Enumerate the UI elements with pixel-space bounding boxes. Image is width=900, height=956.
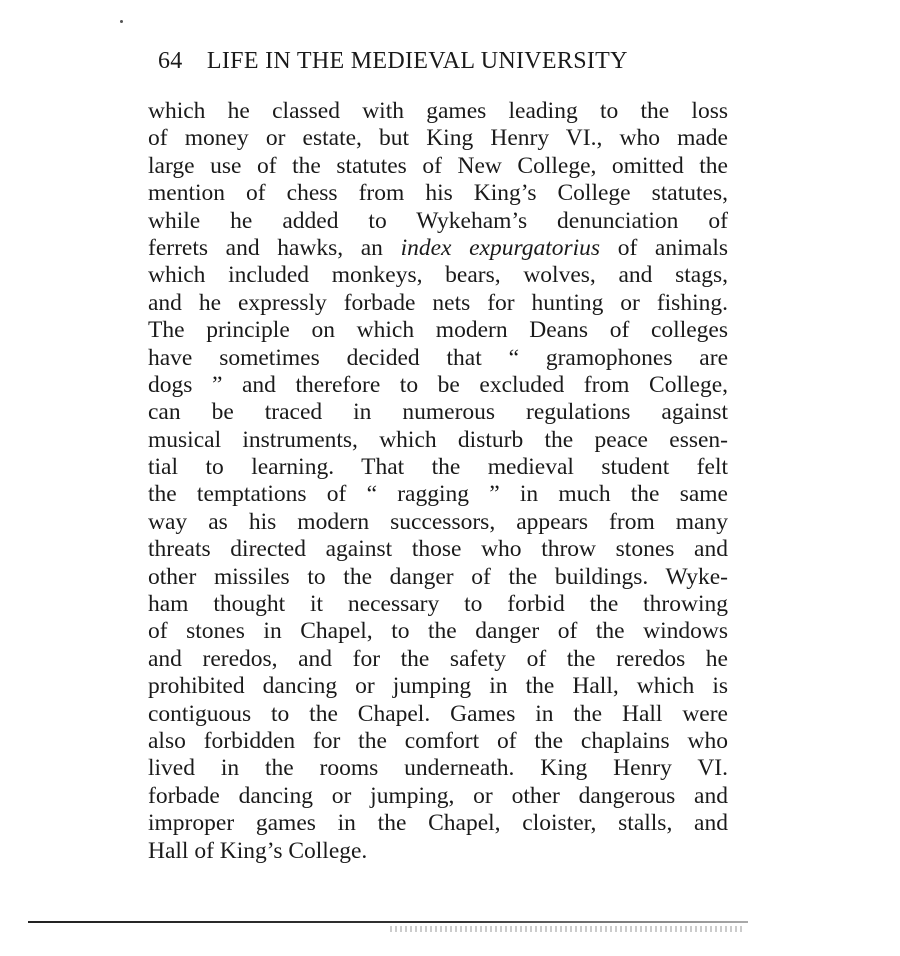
page-number: 64 xyxy=(158,48,183,74)
text-line: threats directed against those who throw stones and xyxy=(148,536,728,563)
text-segment: ferrets and hawks, an xyxy=(148,234,401,261)
text-line: dogs ” and therefore to be excluded from College, xyxy=(148,371,728,398)
text-line: Hall of King’s College. xyxy=(148,837,368,864)
text-line: which he classed with games leading to the loss xyxy=(148,98,728,124)
text-line: mention of chess from his King’s College statutes, xyxy=(148,180,728,207)
text-line: also forbidden for the comfort of the chaplains who xyxy=(148,727,728,754)
text-line: and he expressly forbade nets for hunting or fishing. xyxy=(148,289,728,316)
text-line: forbade dancing or jumping, or other dangerous and xyxy=(148,782,728,809)
text-line: musical instruments, which disturb the peace essen- xyxy=(148,426,728,453)
text-line: way as his modern successors, appears from many xyxy=(148,508,728,535)
text-line: and reredos, and for the safety of the reredos he xyxy=(148,645,728,672)
text-line: prohibited dancing or jumping in the Hall, which is xyxy=(148,673,728,700)
text-line: The principle on which modern Deans of colleges xyxy=(148,317,728,344)
text-line: which included monkeys, bears, wolves, and stags, xyxy=(148,262,728,289)
text-line: ham thought it necessary to forbid the throwing xyxy=(148,591,728,618)
body-paragraph xyxy=(148,98,728,865)
text-line: the temptations of “ ragging ” in much the same xyxy=(148,481,728,508)
text-line: can be traced in numerous regulations against xyxy=(148,399,728,426)
text-line: have sometimes decided that “ gramophones are xyxy=(148,344,728,371)
text-line: other missiles to the danger of the buildings. Wyke- xyxy=(148,563,728,590)
running-title: LIFE IN THE MEDIEVAL UNIVERSITY xyxy=(206,48,628,74)
text-line: tial to learning. That the medieval student felt xyxy=(148,454,728,481)
page-header xyxy=(158,48,718,80)
text-line: of money or estate, but King Henry VI., who made xyxy=(148,125,728,152)
text-line: improper games in the Chapel, cloister, stalls, and xyxy=(148,810,728,837)
text-line: large use of the statutes of New College, omitted the xyxy=(148,152,728,179)
italic-phrase: index expurgatorius xyxy=(400,234,601,261)
text-segment: of animals xyxy=(600,234,729,261)
text-line: lived in the rooms underneath. King Henry VI. xyxy=(148,755,728,782)
text-line: contiguous to the Chapel. Games in the Hall were xyxy=(148,700,728,727)
scan-noise-strip xyxy=(390,926,745,932)
text-line: while he added to Wykeham’s denunciation of xyxy=(148,207,728,234)
text-line: of stones in Chapel, to the danger of the windows xyxy=(148,618,728,645)
page-bottom-rule xyxy=(28,921,748,923)
scan-speck xyxy=(120,20,123,23)
text-line xyxy=(148,235,728,262)
